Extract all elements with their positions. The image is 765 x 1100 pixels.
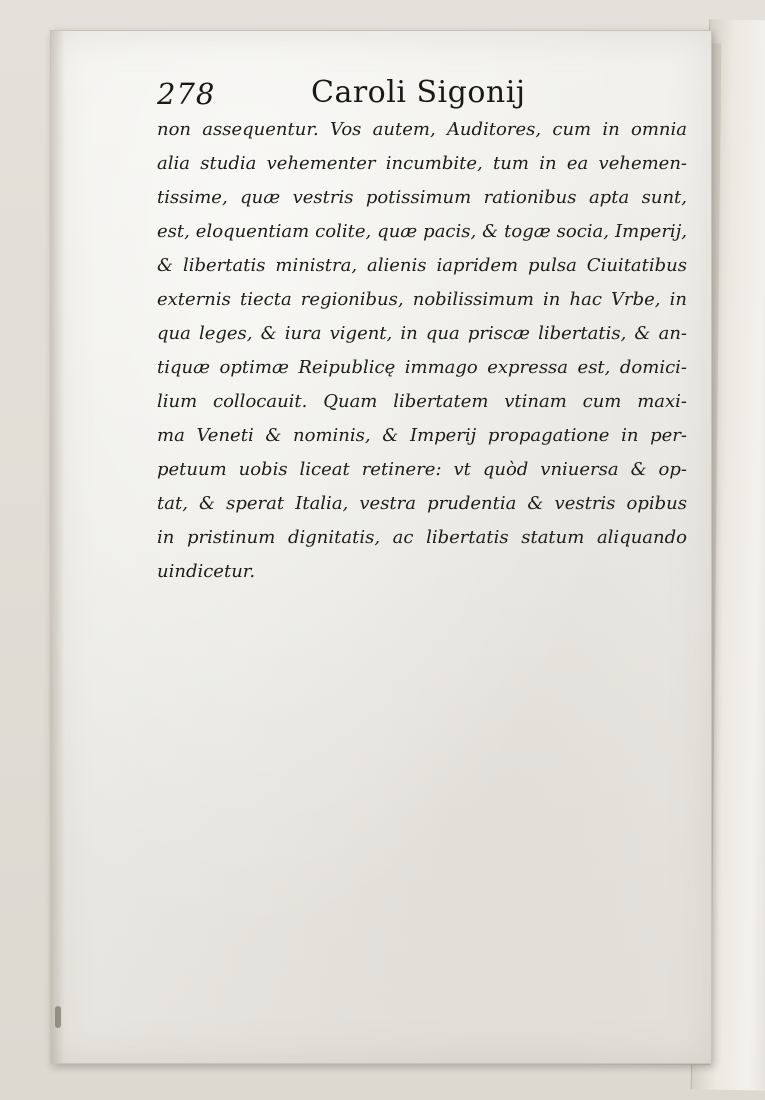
book-page [50, 30, 712, 1064]
running-head: Caroli Sigonij [311, 75, 526, 110]
text-line: ma Veneti & nominis, & Imperij propagatione in per- [157, 425, 687, 446]
text-line: & libertatis ministra, alienis iapridem pulsa Ciuitatibus [157, 255, 687, 276]
text-line: qua leges, & iura vigent, in qua priscæ libertatis, & an- [157, 323, 687, 344]
page-number: 278 [157, 77, 216, 111]
text-line: alia studia vehementer incumbite, tum in ea vehemen- [157, 153, 687, 174]
text-line: tissime, quæ vestris potissimum rationibus apta sunt, [157, 187, 687, 208]
text-line: tiquæ optimæ Reipublicę immago expressa est, domici- [157, 357, 687, 378]
text-line: externis tiecta regionibus, nobilissimum in hac Vrbe, in [157, 289, 687, 310]
gutter-shadow [51, 31, 65, 1063]
text-line: non assequentur. Vos autem, Auditores, cum in omnia [157, 119, 687, 140]
text-line: petuum uobis liceat retinere: vt quòd vniuersa & op- [157, 459, 687, 480]
text-line: est, eloquentiam colite, quæ pacis, & togæ socia, Imperij, [157, 221, 687, 242]
page-stain [55, 1006, 61, 1028]
text-line: in pristinum dignitatis, ac libertatis statum aliquando [157, 527, 687, 548]
text-line: uindicetur. [157, 561, 256, 582]
body-text [157, 113, 687, 589]
text-line: lium collocauit. Quam libertatem vtinam cum maxi- [157, 391, 687, 412]
text-line: tat, & sperat Italia, vestra prudentia & vestris opibus [157, 493, 687, 514]
